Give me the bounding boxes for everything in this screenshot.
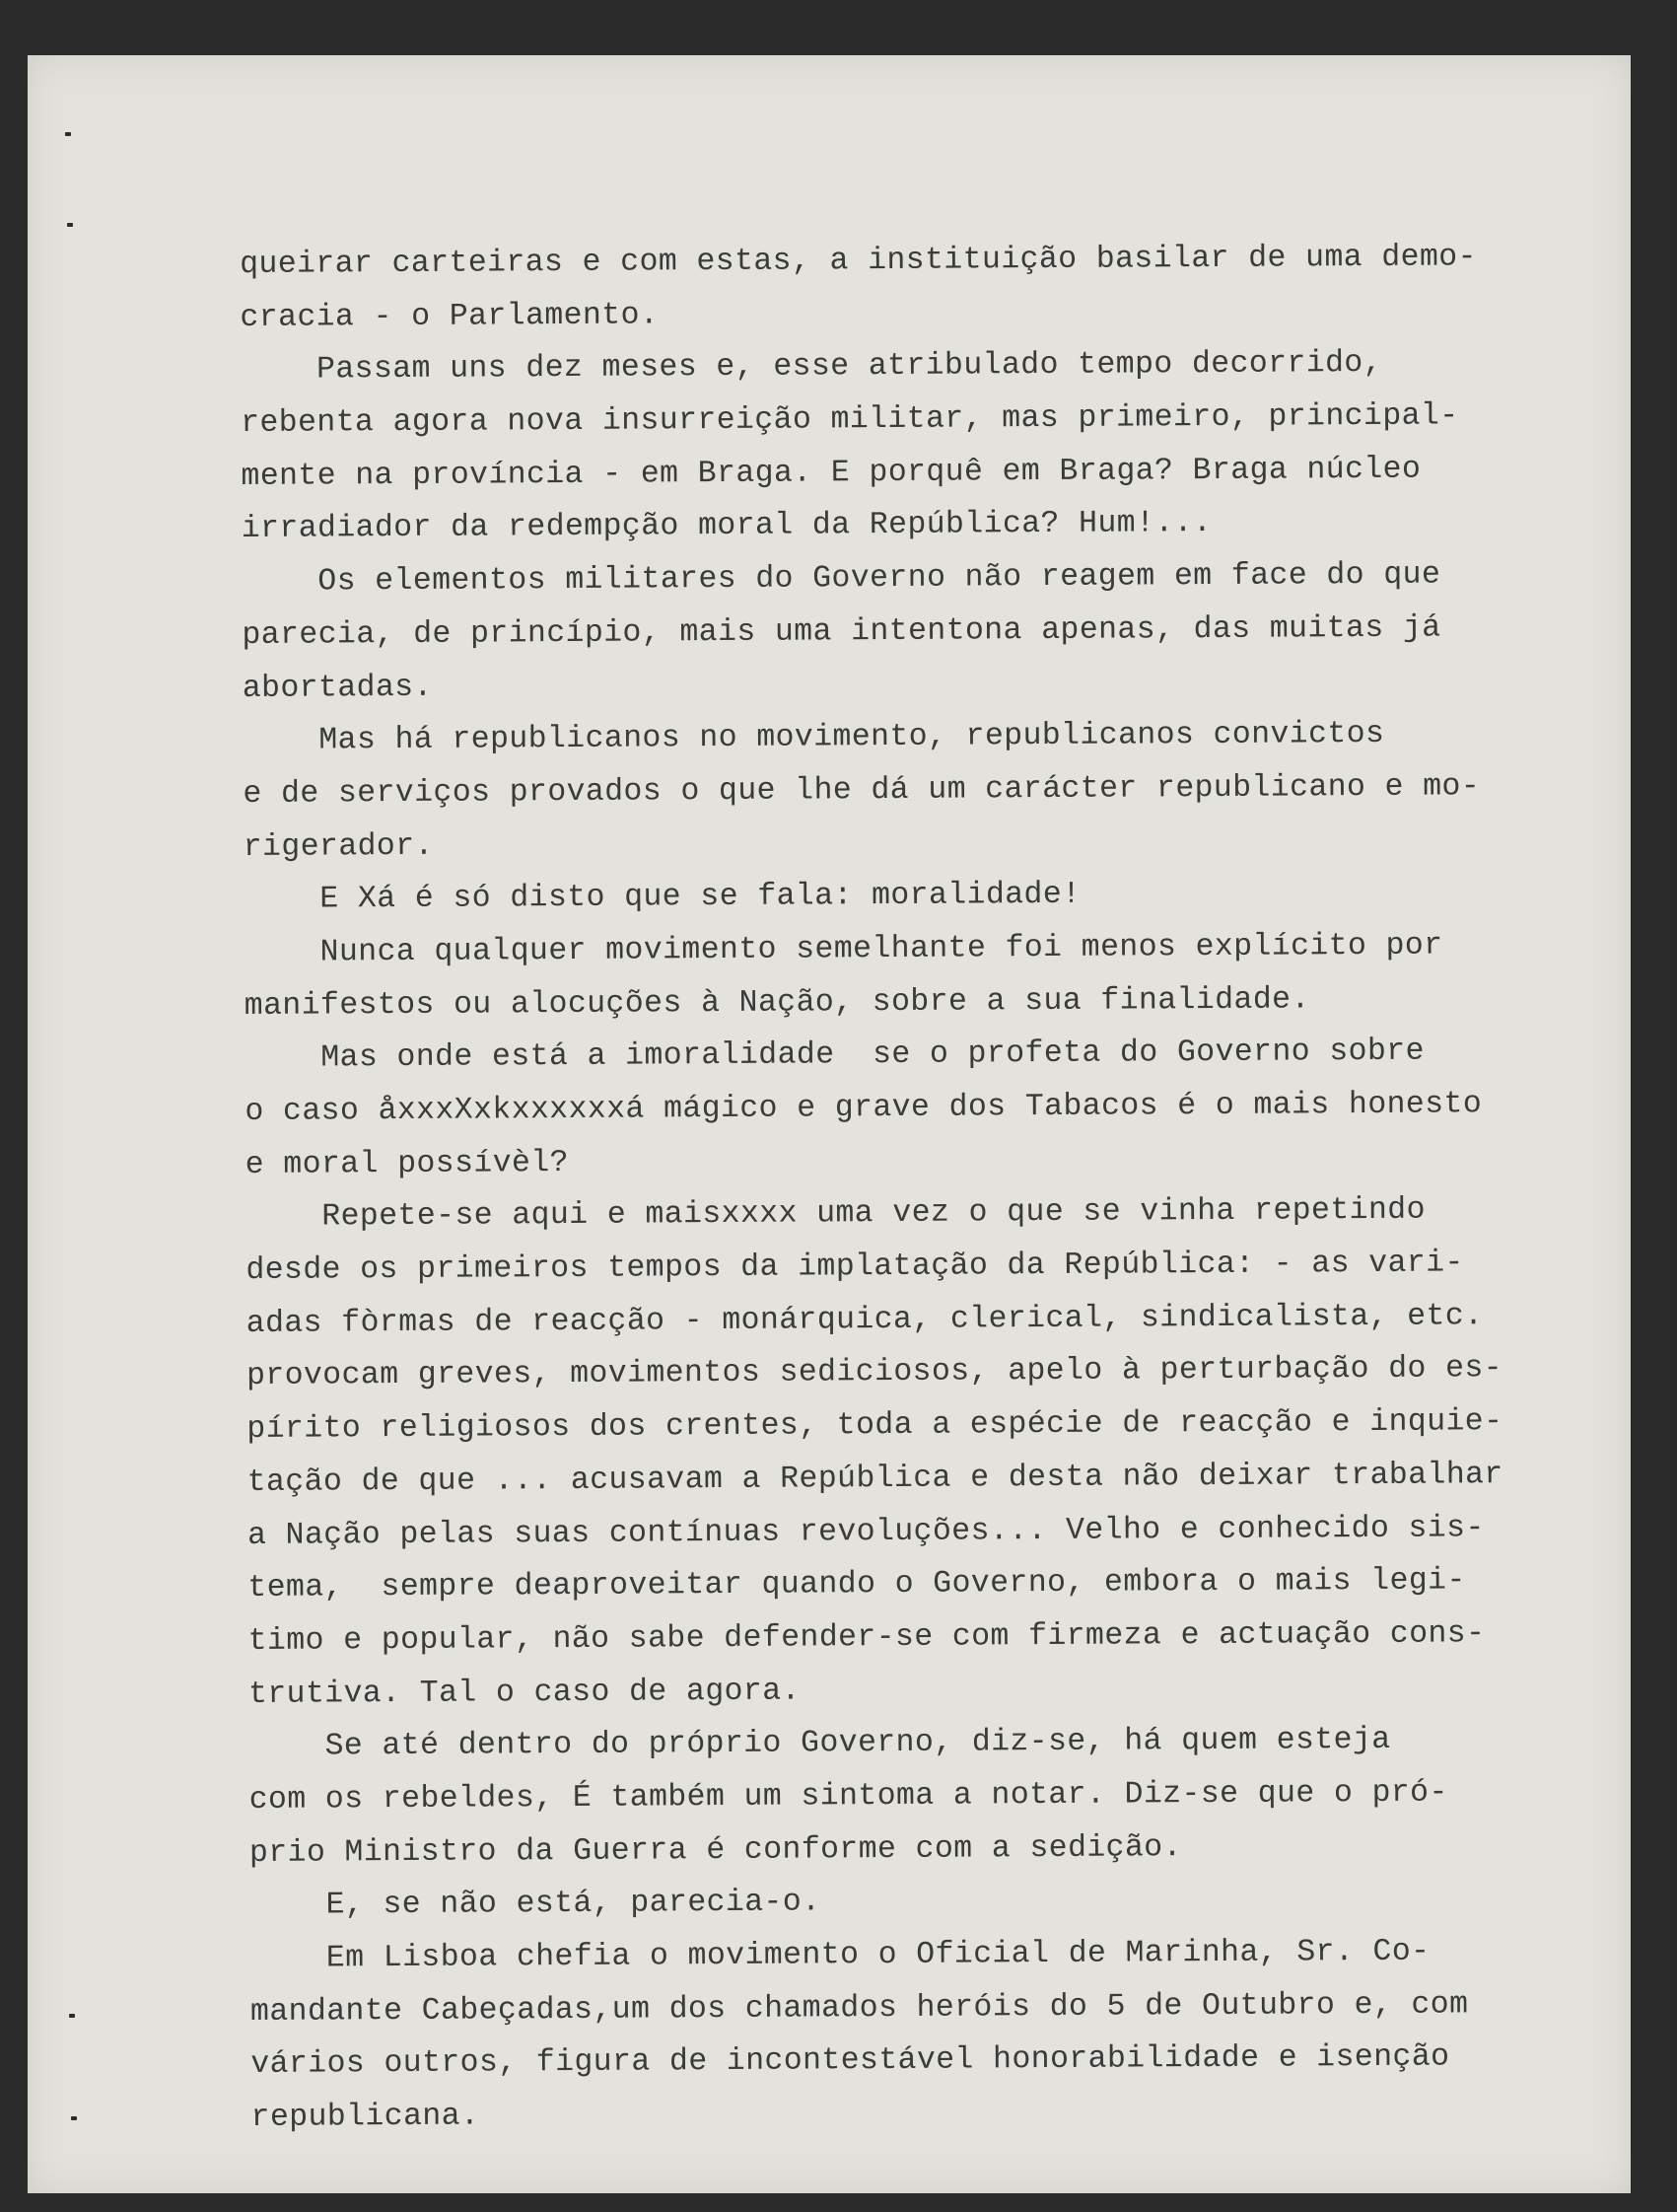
text-line: abortadas.	[242, 670, 433, 706]
text-line: vários outros, figura de incontestável honorabilidade e isenção	[250, 2039, 1450, 2083]
typewritten-page	[28, 55, 1631, 2193]
text-line: trutiva. Tal o caso de agora.	[247, 1674, 801, 1712]
text-line: E, se não está, parecia-o.	[249, 1885, 821, 1924]
margin-mark	[71, 2116, 77, 2120]
text-line: timo e popular, não sabe defender-se com firmeza e actuação cons-	[247, 1616, 1486, 1659]
text-line: Os elementos militares do Governo não reagem em face do que	[242, 557, 1441, 601]
text-line: prio Ministro da Guerra é conforme com a sedição.	[248, 1829, 1182, 1871]
text-line: rebenta agora nova insurreição militar, mas primeiro, principal-	[241, 398, 1459, 442]
margin-mark	[69, 2014, 75, 2018]
text-line: a Nação pelas suas contínuas revoluções... Velho e conhecido sis-	[246, 1510, 1485, 1553]
text-line: e de serviços provados o que lhe dá um carácter republicano e mo-	[243, 769, 1481, 812]
text-line: Passam uns dez meses e, esse atribulado tempo decorrido,	[240, 346, 1383, 389]
text-line: rigerador.	[243, 828, 434, 865]
text-line: E Xá é só disto que se fala: moralidade!	[243, 878, 1082, 918]
margin-mark	[67, 223, 73, 227]
text-line: tação de que ... acusavam a República e desta não deixar trabalhar	[246, 1458, 1503, 1500]
text-line: manifestos ou alocuções à Nação, sobre a sua finalidade.	[244, 982, 1310, 1024]
text-line: mandante Cabeçadas,um dos chamados heróis do 5 de Outubro e, com	[249, 1987, 1469, 2030]
text-line: mente na província - em Braga. E porquê em Braga? Braga núcleo	[241, 452, 1422, 494]
text-line: irradiador da redempção moral da República? Hum!...	[241, 506, 1213, 547]
text-line: Repete-se aqui e maisxxxx uma vez o que se vinha repetindo	[245, 1193, 1426, 1236]
text-line: parecia, de princípio, mais uma intentona apenas, das muitas já	[242, 610, 1441, 653]
text-line: Nunca qualquer movimento semelhante foi menos explícito por	[244, 928, 1443, 970]
text-line: adas fòrmas de reacção - monárquica, clerical, sindicalista, etc.	[245, 1299, 1484, 1341]
document-body	[240, 231, 1602, 2145]
text-line: o caso åxxxXxkxxxxxxá mágico e grave dos Tabacos é o mais honesto	[245, 1087, 1483, 1129]
text-line: Se até dentro do próprio Governo, diz-se, há quem esteja	[248, 1723, 1391, 1765]
text-line: pírito religiosos dos crentes, toda a espécie de reacção e inquie-	[246, 1404, 1503, 1448]
text-line: tema, sempre deaproveitar quando o Governo, embora o mais legi-	[247, 1563, 1466, 1606]
margin-mark	[65, 132, 71, 136]
text-line: republicana.	[250, 2099, 480, 2136]
text-line: provocam greves, movimentos sediciosos, apelo à perturbação do es-	[245, 1351, 1503, 1394]
text-line: Mas há republicanos no movimento, republicanos convictos	[243, 717, 1385, 759]
text-line: Mas onde está a imoralidade se o profeta do Governo sobre	[244, 1034, 1425, 1077]
text-line: queirar carteiras e com estas, a instituição basilar de uma demo-	[240, 240, 1477, 282]
text-line: cracia - o Parlamento.	[240, 298, 660, 335]
text-line: Em Lisboa chefia o movimento o Oficial de Marinha, Sr. Co-	[249, 1934, 1431, 1976]
text-line: com os rebeldes, É também um sintoma a notar. Diz-se que o pró-	[248, 1775, 1448, 1818]
text-line: desde os primeiros tempos da implatação da República: - as vari-	[245, 1246, 1464, 1289]
text-line: e moral possívèl?	[245, 1145, 569, 1182]
